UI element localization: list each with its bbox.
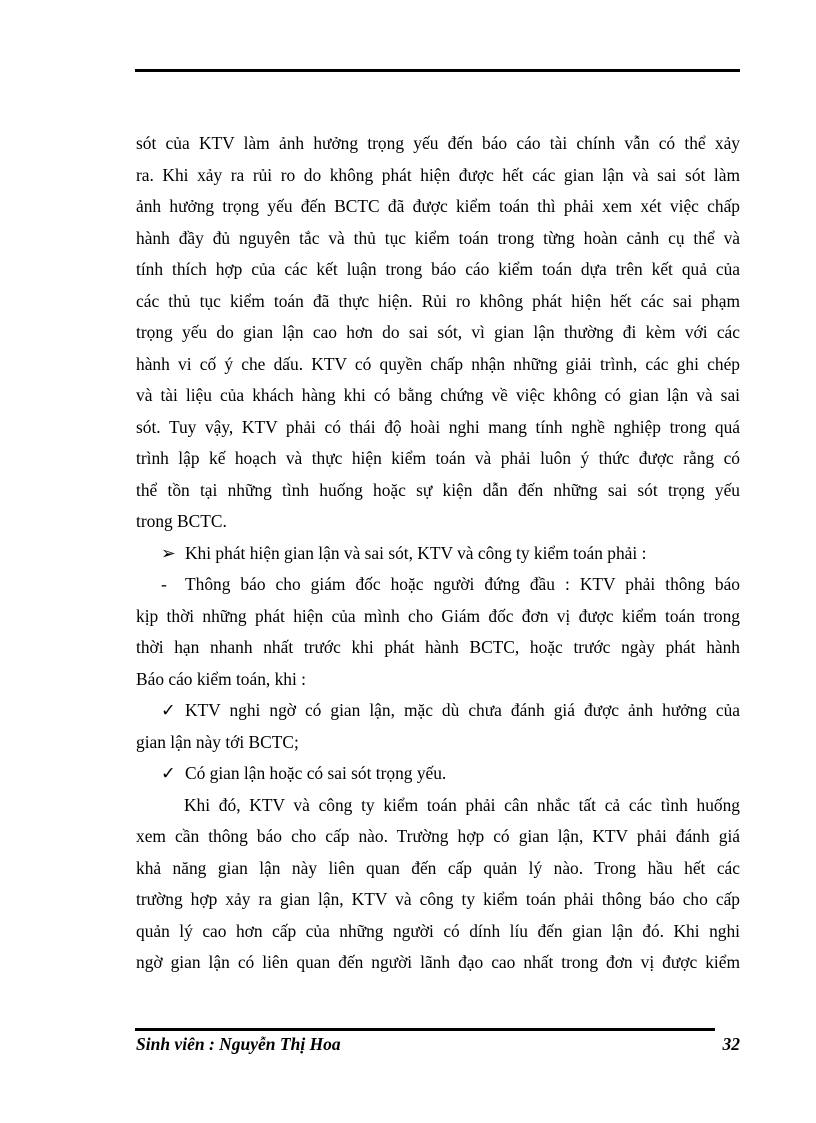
p-last-line: Khi đó, KTV và công ty kiểm toán phải cân nhắc tất cả các tình huống <box>184 794 740 815</box>
p1-line: ảnh hưởng trọng yếu đến BCTC đã được kiểm toán thì phải xem xét việc chấp <box>136 196 740 216</box>
document-body <box>136 128 740 979</box>
check-item-text: Có gian lận hoặc có sai sót trọng yếu. <box>185 763 447 783</box>
p-last-line: trường hợp xảy ra gian lận, KTV và công ty kiểm toán phải thông báo cho cấp <box>136 889 740 909</box>
p1-line: trong BCTC. <box>136 511 227 531</box>
check-list-item <box>136 758 740 790</box>
p1-line: ra. Khi xảy ra rủi ro do không phát hiện được hết các gian lận và sai sót làm <box>136 164 740 185</box>
check-item-first-line: KTV nghi ngờ có gian lận, mặc dù chưa đánh giá được ảnh hưởng của <box>185 700 740 720</box>
dash-item-line: thời hạn nhanh nhất trước khi phát hành BCTC, hoặc trước ngày phát hành <box>136 637 740 657</box>
p1-line: hành đầy đủ nguyên tắc và thủ tục kiểm toán trong từng hoàn cảnh cụ thể và <box>136 227 740 248</box>
footer-author: Sinh viên : Nguyễn Thị Hoa <box>136 1034 341 1054</box>
p1-line: hành vi cố ý che dấu. KTV có quyền chấp nhận những giải trình, các ghi chép <box>136 353 740 374</box>
p1-line: tính thích hợp của các kết luận trong báo cáo kiểm toán dựa trên kết quả của <box>136 259 740 279</box>
p1-line: sót của KTV làm ảnh hưởng trọng yếu đến báo cáo tài chính vẫn có thể xảy <box>136 133 740 153</box>
check-item-line: gian lận này tới BCTC; <box>136 731 299 752</box>
page-number: 32 <box>722 1034 740 1054</box>
p-last-line: khả năng gian lận này liên quan đến cấp quản lý nào. Trong hầu hết các <box>136 857 740 878</box>
arrow-bullet-icon: ➢ <box>161 542 176 563</box>
check-list-item <box>136 695 740 727</box>
header-rule <box>135 69 740 72</box>
dash-item-first-line: Thông báo cho giám đốc hoặc người đứng đầu : KTV phải thông báo <box>185 574 740 594</box>
page-footer <box>136 1034 740 1055</box>
arrow-bullet-text: Khi phát hiện gian lận và sai sót, KTV và công ty kiểm toán phải : <box>185 542 647 563</box>
check-icon: ✓ <box>161 763 176 783</box>
dash-bullet-icon: - <box>161 574 167 594</box>
p1-line: trọng yếu do gian lận cao hơn do sai sót, vì gian lận thường đi kèm với các <box>136 322 740 342</box>
p1-line: thể tồn tại những tình huống hoặc sự kiện dẫn đến những sai sót trọng yếu <box>136 479 740 500</box>
p1-line: và tài liệu của khách hàng khi có bằng chứng về việc không có gian lận và sai <box>136 385 740 405</box>
dash-item-line: kịp thời những phát hiện của mình cho Giám đốc đơn vị được kiểm toán trong <box>136 605 740 626</box>
arrow-bullet-item <box>136 538 740 570</box>
p1-line: sót. Tuy vậy, KTV phải có thái độ hoài nghi mang tính nghề nghiệp trong quá <box>136 416 740 437</box>
footer-rule <box>135 1028 715 1031</box>
p1-line: các thủ tục kiểm toán đã thực hiện. Rủi ro không phát hiện hết các sai phạm <box>136 290 740 311</box>
p-last-line: ngờ gian lận có liên quan đến người lãnh đạo cao nhất trong đơn vị được kiểm <box>136 952 740 972</box>
dash-list-item <box>136 569 740 601</box>
check-icon: ✓ <box>161 700 176 720</box>
p-last-line: quản lý cao hơn cấp của những người có dính líu đến gian lận đó. Khi nghi <box>136 920 740 941</box>
p1-line: trình lập kế hoạch và thực hiện kiểm toán và phải luôn ý thức được rằng có <box>136 448 740 468</box>
p-last-line: xem cần thông báo cho cấp nào. Trường hợp có gian lận, KTV phải đánh giá <box>136 826 740 846</box>
dash-item-line: Báo cáo kiểm toán, khi : <box>136 668 307 689</box>
